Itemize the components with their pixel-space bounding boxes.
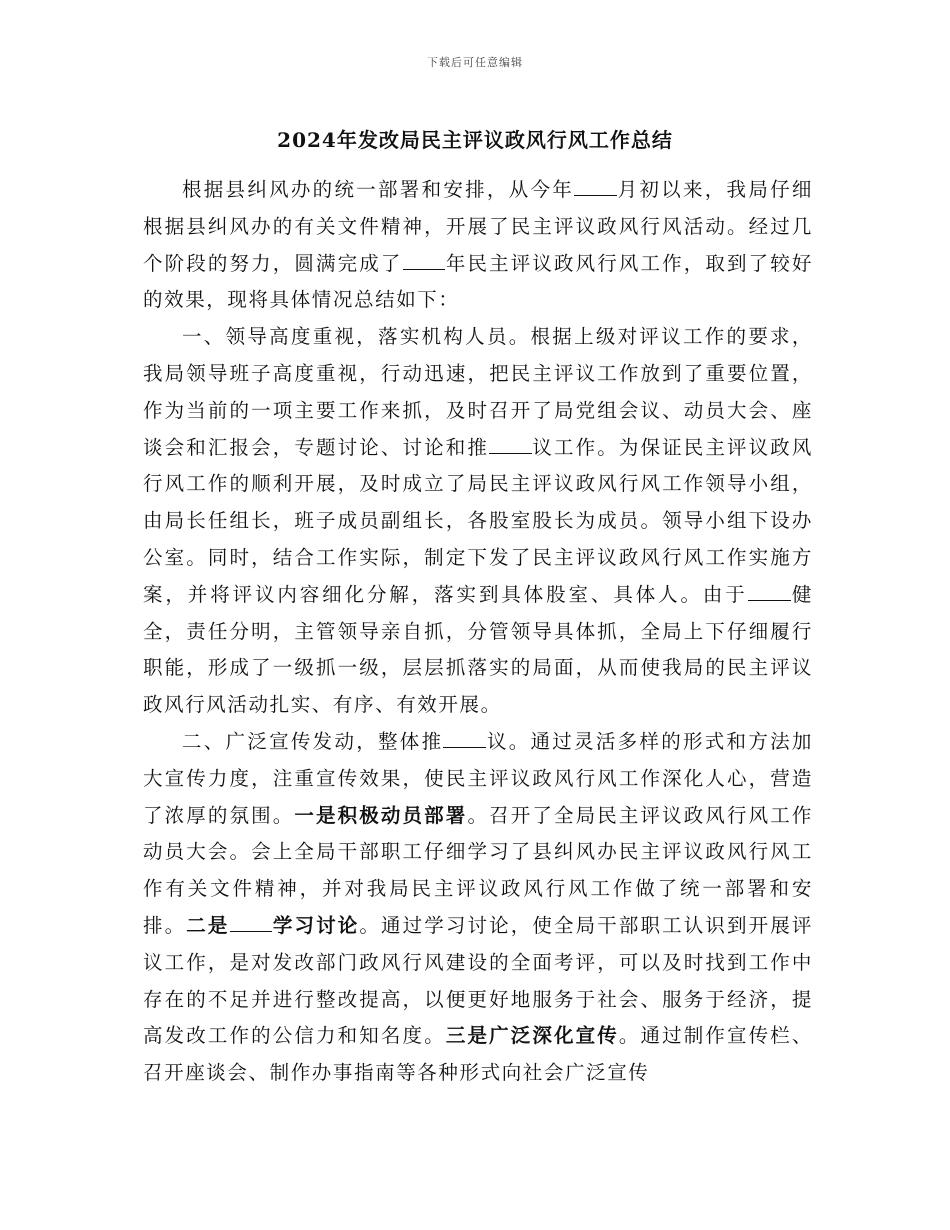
text-run: 。通过学习讨论，使全局干部职工认识到开展评议工作，是对发改部门政风行风建设的全面考评，可以及时找到工作中存在的不足并进行整改提高，以便更好地服务于社会、服务于经济，提高发改工作的公信力和知名度。: [143, 913, 813, 1048]
fill-blank: [230, 913, 273, 932]
fill-blank: [443, 729, 486, 748]
fill-blank: [403, 251, 446, 270]
bold-phrase: 学习讨论: [272, 913, 360, 937]
page-header: 下载后可任意编辑: [427, 56, 523, 69]
document-title: 2024年发改局民主评议政风行风工作总结: [277, 128, 673, 152]
text-run: 议工作。为保证民主评议政风行风工作的顺利开展，及时成立了局民主评议政风行风工作领导小组，由局长任组长，班子成员副组长，各股室股长为成员。领导小组下设办公室。同时，结合工作实际，制定下发了民主评议政风行风工作实施方案，并将评议内容细化分解，落实到具体股室、具体人。由于: [143, 435, 813, 606]
fill-blank: [574, 177, 617, 196]
fill-blank: [489, 435, 532, 454]
paragraph-section-2: [143, 724, 813, 1092]
paragraph-section-1: [143, 319, 813, 724]
bold-phrase: 一是积极动员部署: [294, 803, 468, 827]
fill-blank: [748, 582, 791, 601]
text-run: 二、广泛宣传发动，整体推: [182, 729, 444, 753]
bold-phrase: 二是: [186, 913, 230, 937]
text-run: 。通过制作宣传栏、召开座谈会、制作办事指南等各种形式向社会广泛宣传: [143, 1024, 813, 1085]
bold-phrase: 三是广泛深化宣传: [445, 1024, 619, 1048]
text-run: 健全，责任分明，主管领导亲自抓，分管领导具体抓，全局上下仔细履行职能，形成了一级抓一级，层层抓落实的局面，从而使我局的民主评议政风行风活动扎实、有序、有效开展。: [143, 582, 813, 717]
paragraph-intro: [143, 172, 813, 319]
document-body: [143, 172, 813, 1092]
text-run: 一、领导高度重视，落实机构人员。根据上级对评议工作的要求，我局领导班子高度重视，行动迅速，把民主评议工作放到了重要位置，作为当前的一项主要工作来抓，及时召开了局党组会议、动员大会、座谈会和汇报会，专题讨论、讨论和推: [143, 325, 813, 459]
text-run: 议。通过灵活多样的形式和方法加大宣传力度，注重宣传效果，使民主评议政风行风工作深化人心，营造了浓厚的氛围。: [143, 729, 813, 827]
text-run: 。召开了全局民主评议政风行风工作动员大会。会上全局干部职工仔细学习了县纠风办民主评议政风行风工作有关文件精神，并对我局民主评议政风行风工作做了统一部署和安排。: [143, 803, 813, 937]
text-run: 年民主评议政风行风工作，取到了较好的效果，现将具体情况总结如下：: [143, 251, 814, 312]
text-run: 月初以来，我局仔细根据县纠风办的有关文件精神，开展了民主评议政风行风活动。经过几个阶段的努力，圆满完成了: [143, 178, 813, 275]
text-run: 根据县纠风办的统一部署和安排，从今年: [182, 178, 575, 201]
